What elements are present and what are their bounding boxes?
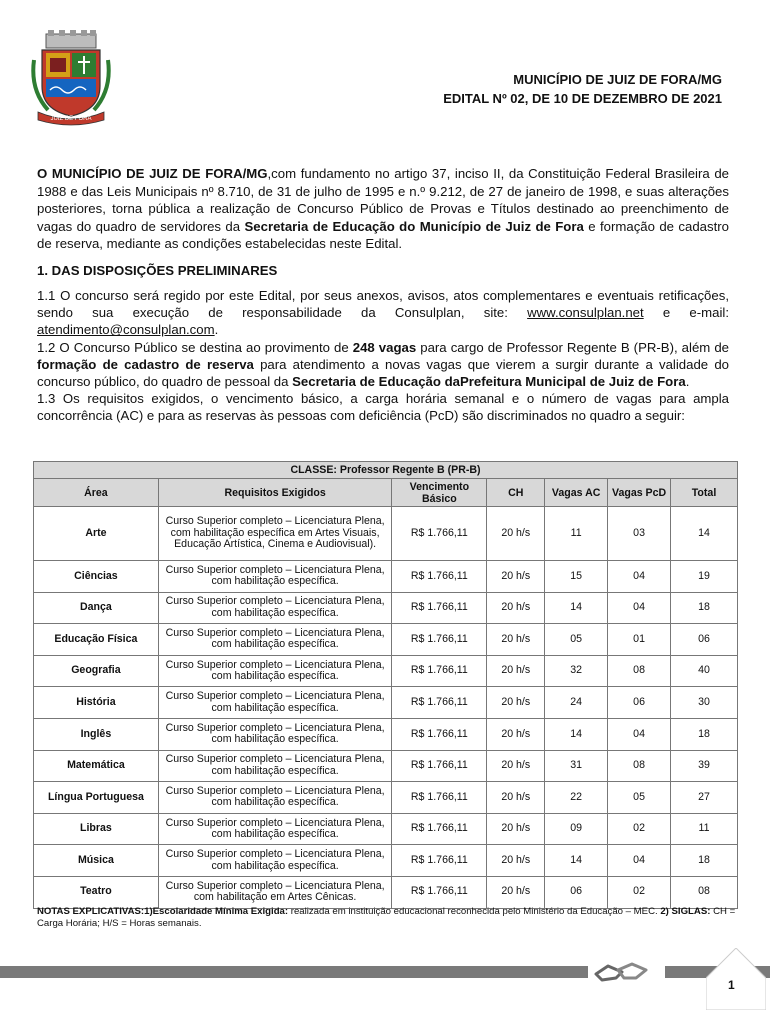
cell-vagas-pcd: 08 <box>608 655 671 687</box>
cell-ch: 20 h/s <box>487 718 545 750</box>
cell-requisitos: Curso Superior completo – Licenciatura Plena, com habilitação específica. <box>158 750 392 782</box>
cell-ch: 20 h/s <box>487 750 545 782</box>
cell-total: 27 <box>671 782 738 814</box>
cell-ch: 20 h/s <box>487 655 545 687</box>
cell-ch: 20 h/s <box>487 624 545 656</box>
cell-vagas-ac: 22 <box>545 782 608 814</box>
cell-ch: 20 h/s <box>487 687 545 719</box>
crown-icon <box>46 30 96 48</box>
intro-text-1: ,com fundamento no artigo 37, inciso II, da Constituição Federal Brasileira de 1988 e das Leis Municipais nº 8.710, de 31 de julho de 1995 e n.º 9.212, de 27 de janeiro de 1998, e suas alterações posteriores, torna pública a realização de Concurso Público de Provas e Títulos destinado ao preenchimento de vagas do quadro de servidores da <box>37 166 729 234</box>
cell-area: Música <box>34 845 159 877</box>
cell-vencimento: R$ 1.766,11 <box>392 750 487 782</box>
cell-requisitos: Curso Superior completo – Licenciatura Plena, com habilitação específica. <box>158 592 392 624</box>
cell-vagas-pcd: 04 <box>608 845 671 877</box>
col-header-total: Total <box>671 479 738 507</box>
cell-requisitos: Curso Superior completo – Licenciatura Plena, com habilitação específica em Artes Visuais, Educação Artística, Cinema e Audiovisual). <box>158 507 392 561</box>
intro-paragraph <box>37 165 729 253</box>
cell-requisitos: Curso Superior completo – Licenciatura Plena, com habilitação específica. <box>158 624 392 656</box>
cell-ch: 20 h/s <box>487 782 545 814</box>
cell-requisitos: Curso Superior completo – Licenciatura Plena, com habilitação específica. <box>158 687 392 719</box>
p12-text-2: para cargo de Professor Regente B (PR-B), além de <box>416 339 729 355</box>
cell-vagas-ac: 06 <box>545 876 608 908</box>
cell-vencimento: R$ 1.766,11 <box>392 687 487 719</box>
cell-vagas-ac: 24 <box>545 687 608 719</box>
cell-vagas-pcd: 04 <box>608 592 671 624</box>
notes-label-1: NOTAS EXPLICATIVAS:1)Escolaridade Mínima Exigida: <box>37 906 289 917</box>
cell-total: 39 <box>671 750 738 782</box>
intro-text-2: e formação de cadastro de reserva, mediante as condições estabelecidas neste Edital. <box>37 218 730 251</box>
paragraph-1-3: 1.3 Os requisitos exigidos, o vencimento básico, a carga horária semanal e o número de vagas para ampla concorrência (AC) e para as reservas às pessoas com deficiência (PcD) são discriminados no quadro a seguir: <box>37 391 729 424</box>
col-header-ch: CH <box>487 479 545 507</box>
coat-of-arms-logo <box>28 30 114 126</box>
cell-area: Inglês <box>34 718 159 750</box>
svg-text:JUIZ DE FORA: JUIZ DE FORA <box>50 116 92 122</box>
cell-ch: 20 h/s <box>487 507 545 561</box>
page-number-tab <box>706 948 766 1010</box>
cell-vencimento: R$ 1.766,11 <box>392 718 487 750</box>
cell-vagas-ac: 14 <box>545 592 608 624</box>
cell-ch: 20 h/s <box>487 561 545 593</box>
table-row <box>34 507 738 561</box>
cell-vencimento: R$ 1.766,11 <box>392 561 487 593</box>
p12-text-3: para atendimento a novas vagas que vierem a surgir durante a validade do concurso público, do quadro de pessoal da <box>37 356 729 390</box>
cell-vencimento: R$ 1.766,11 <box>392 813 487 845</box>
cell-requisitos: Curso Superior completo – Licenciatura Plena, com habilitação específica. <box>158 718 392 750</box>
section-title: 1. DAS DISPOSIÇÕES PRELIMINARES <box>37 263 278 278</box>
p11-text-2: e e-mail: <box>643 305 729 321</box>
table-row <box>34 718 738 750</box>
cell-vagas-pcd: 03 <box>608 507 671 561</box>
cell-total: 14 <box>671 507 738 561</box>
header-edital: EDITAL Nº 02, DE 10 DE DEZEMBRO DE 2021 <box>443 91 722 106</box>
cell-vencimento: R$ 1.766,11 <box>392 782 487 814</box>
cell-vagas-ac: 09 <box>545 813 608 845</box>
cell-requisitos: Curso Superior completo – Licenciatura Plena, com habilitação específica. <box>158 561 392 593</box>
page-number: 1 <box>728 978 735 992</box>
cell-vagas-ac: 11 <box>545 507 608 561</box>
cell-vagas-ac: 31 <box>545 750 608 782</box>
cell-vencimento: R$ 1.766,11 <box>392 876 487 908</box>
paragraph-1-2 <box>37 339 729 391</box>
intro-secretaria: Secretaria de Educação do Município de Juiz de Fora <box>244 218 584 234</box>
consulplan-logo-icon <box>588 958 664 988</box>
col-header-vagas-pcd: Vagas PcD <box>608 479 671 507</box>
cell-requisitos: Curso Superior completo – Licenciatura Plena, com habilitação específica. <box>158 782 392 814</box>
cell-area: Ciências <box>34 561 159 593</box>
consulplan-email-link[interactable]: atendimento@consulplan.com <box>37 322 215 338</box>
cell-vagas-pcd: 04 <box>608 561 671 593</box>
cell-area: Arte <box>34 507 159 561</box>
notes-label-2: 2) SIGLAS: <box>660 906 711 917</box>
notes-text-2: CH = Carga Horária; H/S = Horas semanais. <box>37 906 736 929</box>
cell-total: 11 <box>671 813 738 845</box>
cell-total: 19 <box>671 561 738 593</box>
cell-area: Matemática <box>34 750 159 782</box>
table-classe-header: CLASSE: Professor Regente B (PR-B) <box>34 462 738 479</box>
cell-vagas-pcd: 02 <box>608 876 671 908</box>
cell-vagas-pcd: 08 <box>608 750 671 782</box>
cell-vencimento: R$ 1.766,11 <box>392 592 487 624</box>
cell-ch: 20 h/s <box>487 592 545 624</box>
cell-vagas-pcd: 05 <box>608 782 671 814</box>
table-row <box>34 750 738 782</box>
cell-total: 06 <box>671 624 738 656</box>
section-body <box>37 287 729 425</box>
cell-area: Geografia <box>34 655 159 687</box>
cell-vencimento: R$ 1.766,11 <box>392 507 487 561</box>
cell-vagas-ac: 14 <box>545 845 608 877</box>
col-header-requisitos: Requisitos Exigidos <box>158 479 392 507</box>
table-row <box>34 592 738 624</box>
cell-vagas-pcd: 04 <box>608 718 671 750</box>
p12-secretaria: Secretaria de Educação daPrefeitura Municipal de Juiz de Fora <box>292 374 686 390</box>
cell-area: Teatro <box>34 876 159 908</box>
p12-cadastro: formação de cadastro de reserva <box>37 356 254 372</box>
page-curl-icon <box>706 948 766 1010</box>
footer-bar <box>0 966 590 978</box>
cell-vagas-ac: 05 <box>545 624 608 656</box>
table-row <box>34 782 738 814</box>
cell-vencimento: R$ 1.766,11 <box>392 655 487 687</box>
cell-requisitos: Curso Superior completo – Licenciatura Plena, com habilitação em Artes Cênicas. <box>158 876 392 908</box>
cell-vencimento: R$ 1.766,11 <box>392 624 487 656</box>
intro-municipality: O MUNICÍPIO DE JUIZ DE FORA/MG <box>37 166 268 181</box>
col-header-vagas-ac: Vagas AC <box>545 479 608 507</box>
cell-area: História <box>34 687 159 719</box>
p12-text-1: 1.2 O Concurso Público se destina ao provimento de <box>37 339 353 355</box>
notes-text-1: realizada em instituição educacional reconhecida pelo Ministério da Educação – MEC. <box>288 906 661 917</box>
table-row <box>34 655 738 687</box>
table-row <box>34 845 738 877</box>
explanatory-notes <box>37 906 737 930</box>
cell-total: 08 <box>671 876 738 908</box>
cell-area: Educação Física <box>34 624 159 656</box>
cell-vagas-ac: 32 <box>545 655 608 687</box>
cell-requisitos: Curso Superior completo – Licenciatura Plena, com habilitação específica. <box>158 813 392 845</box>
cell-total: 30 <box>671 687 738 719</box>
vagas-table <box>33 461 738 909</box>
p12-text-4: . <box>685 374 690 390</box>
cell-ch: 20 h/s <box>487 876 545 908</box>
document-header <box>443 70 722 108</box>
col-header-area: Área <box>34 479 159 507</box>
cell-vagas-pcd: 01 <box>608 624 671 656</box>
cell-vagas-pcd: 06 <box>608 687 671 719</box>
table-row <box>34 687 738 719</box>
cell-area: Libras <box>34 813 159 845</box>
col-header-vencimento: Vencimento Básico <box>392 479 487 507</box>
p11-text-1: 1.1 O concurso será regido por este Edital, por seus anexos, avisos, atos complementares e eventuais retificações, sendo sua execução de responsabilidade da Consulplan, site: <box>37 288 729 321</box>
header-municipality: MUNICÍPIO DE JUIZ DE FORA/MG <box>513 72 722 87</box>
table-row <box>34 813 738 845</box>
cell-area: Dança <box>34 592 159 624</box>
p12-vagas: 248 vagas <box>352 339 417 355</box>
cell-area: Língua Portuguesa <box>34 782 159 814</box>
consulplan-site-link[interactable]: www.consulplan.net <box>527 305 644 321</box>
cell-requisitos: Curso Superior completo – Licenciatura Plena, com habilitação específica. <box>158 845 392 877</box>
paragraph-1-1 <box>37 287 729 339</box>
cell-vagas-pcd: 02 <box>608 813 671 845</box>
cell-total: 18 <box>671 718 738 750</box>
cell-total: 18 <box>671 845 738 877</box>
cell-vencimento: R$ 1.766,11 <box>392 845 487 877</box>
p11-text-3: . <box>214 322 219 338</box>
cell-ch: 20 h/s <box>487 845 545 877</box>
cell-vagas-ac: 15 <box>545 561 608 593</box>
cell-total: 18 <box>671 592 738 624</box>
table-row <box>34 876 738 908</box>
table-row <box>34 561 738 593</box>
cell-requisitos: Curso Superior completo – Licenciatura Plena, com habilitação específica. <box>158 655 392 687</box>
cell-vagas-ac: 14 <box>545 718 608 750</box>
table-row <box>34 624 738 656</box>
cell-total: 40 <box>671 655 738 687</box>
cell-ch: 20 h/s <box>487 813 545 845</box>
